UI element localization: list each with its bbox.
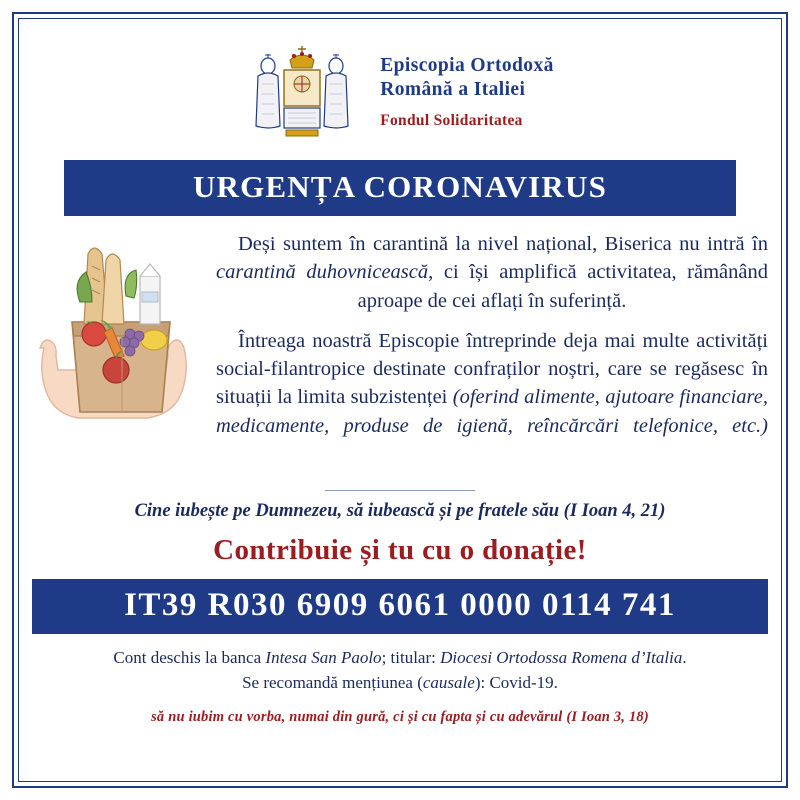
header xyxy=(26,26,774,144)
org-name-line1: Episcopia Ortodoxă xyxy=(380,54,554,76)
paragraph-1 xyxy=(216,230,768,315)
header-text xyxy=(380,54,554,131)
divider xyxy=(325,490,475,491)
bank-line1-c: . xyxy=(682,648,687,667)
bank-line2-b: ): Covid-19. xyxy=(474,672,558,692)
causale-italic: causale xyxy=(422,672,475,692)
bank-details-line1 xyxy=(26,646,774,671)
bank-line1-a: Cont deschis la banca xyxy=(113,648,266,667)
paragraph-2-italic: (oferind alimente, ajutoare financiare, medicamente, produse de igienă, reîncărcări telefonice, etc.) xyxy=(216,386,768,437)
iban-number: IT39 R030 6909 6061 0000 0114 741 xyxy=(124,587,676,623)
fund-name: Fondul Solidaritatea xyxy=(380,112,523,130)
grocery-bag-illustration xyxy=(26,230,216,480)
call-to-action: Contribuie și tu cu o donație! xyxy=(213,534,587,566)
bank-line1-b: ; titular: xyxy=(381,648,441,667)
poster-content xyxy=(26,26,774,774)
orthodox-icon-logo xyxy=(246,42,358,142)
page-title xyxy=(64,160,736,216)
account-holder: Diocesi Ortodossa Romena d’Italia xyxy=(440,648,683,667)
scripture-quote: Cine iubește pe Dumnezeu, să iubească și pe fratele său (I Ioan 4, 21) xyxy=(134,501,666,521)
body-section xyxy=(26,230,774,480)
paragraph-1-part-a: Deși suntem în carantină la nivel național, Biserica nu intră în xyxy=(238,233,768,255)
paragraph-1-part-b: , ci își amplifică activitatea, rămânând aproape de cei aflați în suferință. xyxy=(357,261,768,312)
paragraph-2 xyxy=(216,327,768,440)
bank-line2-a: Se recomandă mențiunea ( xyxy=(242,672,423,692)
bank-details-line2 xyxy=(26,671,774,696)
bank-details xyxy=(26,646,774,695)
paragraphs xyxy=(216,230,774,480)
iban-banner[interactable] xyxy=(32,579,768,634)
paragraph-2-part-a: Întreaga noastră Episcopie întreprinde deja mai multe activități social-filantropice destinate confraților noștri, care se regăsesc în situații la limita subzistenței xyxy=(216,329,768,409)
page-title-text: URGENȚA CORONAVIRUS xyxy=(192,169,608,204)
paragraph-1-italic: carantină duhovnicească xyxy=(216,261,429,284)
footer-verse: să nu iubim cu vorba, numai din gură, ci și cu fapta și cu adevărul (I Ioan 3, 18) xyxy=(151,709,649,726)
bank-name: Intesa San Paolo xyxy=(265,648,382,667)
org-name-line2: Română a Italiei xyxy=(380,79,526,100)
